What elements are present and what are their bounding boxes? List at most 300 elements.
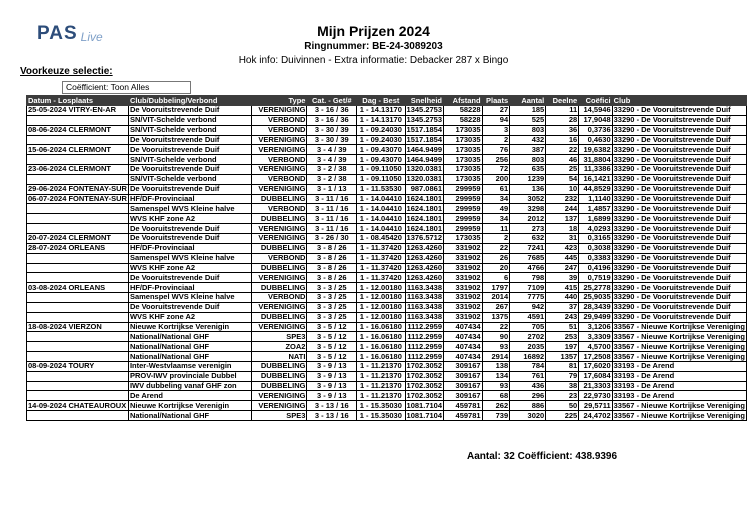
cell-dag: 1 - 11.37420: [357, 253, 405, 263]
cell-cat: 3 - 30 / 39: [307, 125, 357, 135]
cell-plaats: 22: [482, 322, 510, 332]
cell-club-dubbeling: De Vooruitstrevende Duif: [128, 165, 251, 175]
cell-plaats: 68: [482, 391, 510, 401]
cell-club: 33290 - De Vooruitstrevende Duif: [612, 125, 746, 135]
cell-type: VERBOND: [252, 253, 307, 263]
cell-snelheid: 1112.2959: [405, 352, 443, 362]
cell-type: DUBBELING: [252, 263, 307, 273]
cell-datum: [27, 174, 129, 184]
cell-afstand: 407434: [444, 332, 483, 342]
cell-afstand: 331902: [444, 312, 483, 322]
col-header-club[interactable]: Club: [612, 96, 746, 106]
cell-coefici: 25,9035: [579, 293, 612, 303]
cell-type: VERBOND: [252, 174, 307, 184]
cell-type: VERENIGING: [252, 233, 307, 243]
cell-plaats: 27: [482, 106, 510, 116]
table-row: [27, 411, 747, 421]
cell-aantal: 525: [510, 115, 546, 125]
cell-plaats: 94: [482, 115, 510, 125]
cell-snelheid: 1702.3052: [406, 381, 442, 391]
cell-snelheid: 1263.4260: [406, 243, 442, 253]
cell-deelne: 243: [546, 312, 579, 322]
cell-coefici: 28,3439: [579, 302, 612, 312]
cell-aantal: 798: [510, 273, 546, 283]
cell-afstand: 309167: [444, 391, 483, 401]
cell-dag: 1 - 14.04410: [357, 224, 405, 234]
cell-club: 33567 - Nieuwe Kortrijkse Vereniging: [613, 331, 745, 341]
table-row: [27, 115, 747, 125]
cell-snelheid: 1624.1801: [406, 194, 442, 204]
cell-dag: 1 - 11.21370: [357, 381, 405, 391]
cell-cat: 3 - 16 / 36: [307, 115, 357, 125]
cell-coefici: 1,4857: [579, 204, 612, 214]
cell-club: 33290 - De Vooruitstrevende Duif: [612, 253, 746, 263]
cell-deelne: 232: [546, 194, 579, 204]
cell-deelne: 1357: [546, 352, 579, 362]
cell-plaats: 26: [482, 253, 510, 263]
cell-club-dubbeling: Samenspel WVS Kleine halve: [128, 204, 251, 214]
cell-afstand: 173035: [444, 233, 483, 243]
cell-coefici: 1,6899: [579, 214, 612, 224]
cell-deelne: 445: [546, 253, 579, 263]
table-row: [27, 194, 747, 204]
cell-datum: 29-06-2024 FONTENAY-SUR: [28, 184, 127, 194]
cell-club-dubbeling: De Vooruitstrevende Duif: [128, 145, 251, 155]
col-header-club-dubbeling[interactable]: Club/Dubbeling/Verbond: [128, 96, 251, 106]
cell-club: 33567 - Nieuwe Kortrijkse Vereniging: [613, 410, 745, 420]
cell-type: VERENIGING: [252, 145, 307, 155]
cell-type: SPE3: [252, 411, 307, 421]
cell-cat: 3 - 8 / 26: [307, 253, 357, 263]
cell-snelheid: 1163.3438: [406, 312, 442, 322]
cell-club-dubbeling: De Vooruitstrevende Duif: [128, 224, 251, 234]
cell-datum: [27, 214, 129, 224]
cell-snelheid: 1112.2959: [405, 322, 443, 332]
cell-type: DUBBELING: [252, 371, 307, 381]
cell-aantal: 3052: [510, 194, 546, 204]
cell-afstand: 299959: [444, 214, 483, 224]
hok-info: Hok info: Duivinnen - Extra informatie: Debacker 287 x Bingo: [238, 55, 509, 66]
cell-club: 33290 - De Vooruitstrevende Duif: [612, 273, 746, 283]
table-row: [27, 293, 747, 303]
cell-aantal: 16892: [510, 352, 546, 362]
cell-type: VERENIGING: [252, 224, 307, 234]
cell-snelheid: 1345.2753: [406, 115, 442, 125]
cell-deelne: 39: [546, 273, 579, 283]
cell-cat: 3 - 5 / 12: [307, 322, 357, 332]
cell-coefici: 3,3309: [579, 332, 612, 342]
cell-afstand: 173035: [444, 174, 483, 184]
cell-club: 33290 - De Vooruitstrevende Duif: [612, 214, 746, 224]
cell-type: DUBBELING: [252, 283, 307, 293]
cell-club-dubbeling: PROV-IWV provinciale Dubbel: [128, 371, 251, 381]
cell-dag: 1 - 11.37420: [357, 263, 405, 273]
cell-afstand: 173035: [444, 155, 483, 165]
cell-snelheid: 1624.1801: [406, 213, 442, 223]
cell-afstand: 407434: [444, 342, 483, 352]
cell-dag: 1 - 11.53530: [357, 184, 405, 194]
cell-cat: 3 - 3 / 25: [307, 283, 357, 293]
cell-club-dubbeling: WVS KHF zone A2: [128, 263, 251, 273]
cell-club: 33290 - De Vooruitstrevende Duif: [612, 145, 746, 155]
cell-coefici: 0,3383: [579, 253, 612, 263]
cell-dag: 1 - 09.24030: [357, 135, 405, 145]
col-header-datum[interactable]: Datum - Losplaats: [27, 96, 129, 106]
cell-club: 33290 - De Vooruitstrevende Duif: [612, 283, 746, 293]
cell-club-dubbeling: Samenspel WVS Kleine halve: [128, 293, 251, 303]
cell-snelheid: 1345.2753: [406, 105, 442, 115]
cell-cat: 3 - 11 / 16: [307, 214, 357, 224]
cell-type: VERENIGING: [252, 391, 307, 401]
cell-afstand: 173035: [444, 135, 483, 145]
cell-afstand: 173035: [444, 145, 483, 155]
cell-deelne: 16: [546, 135, 579, 145]
cell-type: VERENIGING: [252, 401, 307, 411]
cell-afstand: 309167: [444, 361, 483, 371]
col-header-snelheid[interactable]: Snelheid: [405, 96, 443, 106]
col-header-cat[interactable]: Cat. - Get/#: [307, 96, 357, 106]
cell-type: VERBOND: [252, 125, 307, 135]
cell-aantal: 942: [510, 302, 546, 312]
cell-aantal: 3020: [510, 411, 546, 421]
cell-club-dubbeling: SN/VIT-Schelde verbond: [128, 125, 251, 135]
cell-datum: 08-09-2024 TOURY: [27, 361, 129, 371]
cell-aantal: 761: [510, 371, 546, 381]
cell-dag: 1 - 09.43070: [357, 145, 405, 155]
cell-type: VERBOND: [252, 204, 307, 214]
cell-aantal: 3298: [510, 204, 546, 214]
cell-plaats: 134: [482, 371, 510, 381]
cell-plaats: 34: [482, 194, 510, 204]
cell-club-dubbeling: De Vooruitstrevende Duif: [128, 233, 251, 243]
cell-snelheid: 1376.5712: [406, 233, 442, 243]
cell-deelne: 23: [546, 391, 579, 401]
cell-snelheid: 1081.7104: [406, 410, 442, 420]
cell-cat: 3 - 8 / 26: [307, 243, 357, 253]
cell-coefici: 25,2778: [579, 283, 612, 293]
cell-type: VERENIGING: [252, 106, 307, 116]
cell-deelne: 415: [546, 283, 579, 293]
cell-afstand: 331902: [444, 283, 483, 293]
cell-deelne: 36: [546, 125, 579, 135]
cell-cat: 3 - 26 / 30: [307, 233, 357, 243]
cell-snelheid: 1464.9499: [406, 154, 442, 164]
cell-aantal: 4591: [510, 312, 546, 322]
cell-aantal: 635: [510, 165, 546, 175]
cell-datum: 15-06-2024 CLERMONT: [27, 145, 129, 155]
cell-dag: 1 - 12.00180: [357, 283, 405, 293]
cell-deelne: 423: [546, 243, 579, 253]
cell-aantal: 296: [510, 391, 546, 401]
cell-coefici: 44,8529: [579, 184, 612, 194]
cell-club-dubbeling: SN/VIT-Schelde verbond: [128, 115, 251, 125]
cell-coefici: 24,4702: [579, 411, 612, 421]
cell-snelheid: 1702.3052: [406, 371, 442, 381]
cell-type: ZOA2: [252, 342, 307, 352]
cell-datum: 06-07-2024 FONTENAY-SUR: [28, 194, 127, 204]
col-header-afstand[interactable]: Afstand: [444, 96, 483, 106]
cell-aantal: 2012: [510, 214, 546, 224]
cell-plaats: 76: [482, 145, 510, 155]
cell-plaats: 20: [482, 263, 510, 273]
cell-deelne: 37: [546, 302, 579, 312]
cell-plaats: 267: [482, 302, 510, 312]
page-title: Mijn Prijzen 2024: [317, 23, 430, 39]
cell-coefici: 11,3386: [579, 165, 612, 175]
cell-type: VERENIGING: [252, 302, 307, 312]
cell-aantal: 185: [510, 106, 546, 116]
table-row: [27, 253, 747, 263]
cell-dag: 1 - 08.45420: [357, 233, 405, 243]
cell-coefici: 0,3165: [579, 233, 612, 243]
cell-snelheid: 1163.3438: [406, 292, 442, 302]
cell-club: 33290 - De Vooruitstrevende Duif: [612, 293, 746, 303]
cell-club-dubbeling: National/National GHF: [128, 411, 251, 421]
cell-aantal: 2035: [510, 342, 546, 352]
cell-coefici: 19,6382: [579, 145, 612, 155]
cell-club: 33290 - De Vooruitstrevende Duif: [612, 115, 746, 125]
cell-plaats: 90: [482, 332, 510, 342]
cell-dag: 1 - 12.00180: [357, 312, 405, 322]
cell-dag: 1 - 11.21370: [357, 361, 405, 371]
cell-cat: 3 - 11 / 16: [307, 194, 357, 204]
cell-club-dubbeling: SN/VIT-Schelde verbond: [128, 155, 251, 165]
cell-aantal: 2702: [510, 332, 546, 342]
cell-cat: 3 - 5 / 12: [307, 352, 357, 362]
cell-dag: 1 - 15.35030: [357, 411, 405, 421]
table-row: [27, 233, 747, 243]
col-header-type[interactable]: Type: [252, 96, 307, 106]
cell-coefici: 0,4630: [579, 135, 612, 145]
cell-type: VERENIGING: [252, 165, 307, 175]
cell-club-dubbeling: SN/VIT-Schelde verbond: [128, 174, 251, 184]
cell-plaats: 1797: [482, 283, 510, 293]
cell-cat: 3 - 2 / 38: [307, 165, 357, 175]
cell-club: 33290 - De Vooruitstrevende Duif: [612, 174, 746, 184]
table-row: [27, 391, 747, 401]
cell-plaats: 11: [482, 224, 510, 234]
col-header-coefici[interactable]: Coëfici: [579, 96, 612, 106]
cell-cat: 3 - 11 / 16: [307, 204, 357, 214]
cell-datum: [27, 293, 129, 303]
cell-aantal: 803: [510, 125, 546, 135]
cell-afstand: 58228: [444, 115, 483, 125]
cell-cat: 3 - 4 / 39: [307, 145, 357, 155]
cell-club: 33290 - De Vooruitstrevende Duif: [612, 194, 746, 204]
cell-plaats: 3: [482, 125, 510, 135]
table-row: [27, 155, 747, 165]
cell-dag: 1 - 14.13170: [357, 115, 405, 125]
cell-deelne: 244: [546, 204, 579, 214]
cell-datum: 18-08-2024 VIERZON: [27, 322, 129, 332]
cell-plaats: 739: [482, 411, 510, 421]
table-row: [27, 283, 747, 293]
cell-datum: [27, 115, 129, 125]
cell-club-dubbeling: National/National GHF: [128, 352, 251, 362]
cell-dag: 1 - 09.24030: [357, 125, 405, 135]
cell-cat: 3 - 16 / 36: [307, 106, 357, 116]
cell-datum: [27, 312, 129, 322]
cell-type: VERENIGING: [252, 135, 307, 145]
cell-club: 33290 - De Vooruitstrevende Duif: [612, 106, 746, 116]
voorkeuze-label: Voorkeuze selectie:: [20, 66, 113, 77]
cell-club: 33193 - De Arend: [612, 371, 746, 381]
cell-plaats: 49: [482, 204, 510, 214]
cell-coefici: 17,2508: [579, 352, 612, 362]
cell-dag: 1 - 14.04410: [357, 204, 405, 214]
cell-dag: 1 - 09.43070: [357, 155, 405, 165]
cell-snelheid: 1112.2959: [405, 342, 443, 352]
cell-datum: [27, 135, 129, 145]
logo-main-text: PAS: [37, 23, 78, 44]
cell-snelheid: 1702.3052: [406, 361, 442, 371]
cell-afstand: 459781: [444, 411, 483, 421]
table-row: [27, 214, 747, 224]
cell-deelne: 440: [546, 293, 579, 303]
cell-dag: 1 - 11.21370: [357, 391, 405, 401]
col-header-dag[interactable]: Dag - Best: [357, 96, 405, 106]
cell-deelne: 10: [546, 184, 579, 194]
cell-datum: [27, 253, 129, 263]
table-row: [27, 106, 747, 116]
cell-cat: 3 - 9 / 13: [307, 361, 357, 371]
cell-cat: 3 - 4 / 39: [307, 155, 357, 165]
cell-datum: [27, 155, 129, 165]
cell-dag: 1 - 12.00180: [357, 302, 405, 312]
logo-sub-text: Live: [80, 30, 103, 44]
cell-cat: 3 - 13 / 16: [307, 411, 357, 421]
cell-datum: 28-07-2024 ORLEANS: [27, 243, 129, 253]
cell-snelheid: 987.0861: [405, 184, 443, 194]
cell-coefici: 1,1140: [579, 194, 612, 204]
cell-plaats: 6: [482, 273, 510, 283]
cell-datum: [27, 391, 129, 401]
cell-type: DUBBELING: [252, 214, 307, 224]
cell-snelheid: 1263.4260: [406, 272, 442, 282]
cell-dag: 1 - 15.35030: [357, 401, 405, 411]
cell-coefici: 14,5946: [579, 106, 612, 116]
table-row: [27, 371, 747, 381]
cell-afstand: 309167: [444, 381, 483, 391]
cell-afstand: 331902: [444, 273, 483, 283]
table-row: [27, 125, 747, 135]
col-header-deelne[interactable]: Deelne: [546, 96, 579, 106]
col-header-plaats[interactable]: Plaats: [482, 96, 510, 106]
cell-deelne: 11: [546, 106, 579, 116]
cell-deelne: 253: [546, 332, 579, 342]
cell-datum: 20-07-2024 CLERMONT: [27, 233, 129, 243]
cell-plaats: 262: [482, 401, 510, 411]
cell-coefici: 0,4196: [579, 263, 612, 273]
summary-total: Aantal: 32 Coëfficient: 438.9396: [467, 451, 618, 462]
cell-deelne: 137: [546, 214, 579, 224]
cell-club-dubbeling: IWV dubbeling vanaf GHF zon: [128, 381, 251, 391]
cell-datum: 08-06-2024 CLERMONT: [27, 125, 129, 135]
cell-dag: 1 - 14.13170: [357, 106, 405, 116]
table-row: [27, 184, 747, 194]
cell-club-dubbeling: De Vooruitstrevende Duif: [128, 273, 251, 283]
cell-club-dubbeling: HF/DF-Provinciaal: [128, 243, 251, 253]
table-row: [27, 135, 747, 145]
cell-deelne: 50: [546, 401, 579, 411]
cell-type: DUBBELING: [252, 312, 307, 322]
cell-aantal: 7109: [510, 283, 546, 293]
prize-table: [26, 95, 747, 421]
cell-datum: [27, 371, 129, 381]
cell-cat: 3 - 30 / 39: [307, 135, 357, 145]
cell-club: 33567 - Nieuwe Kortrijkse Vereniging: [613, 322, 745, 331]
cell-cat: 3 - 2 / 38: [307, 174, 357, 184]
cell-cat: 3 - 13 / 16: [307, 401, 357, 411]
cell-plaats: 34: [482, 214, 510, 224]
table-row: [27, 322, 747, 332]
table-row: [27, 263, 747, 273]
cell-type: SPE3: [252, 332, 307, 342]
cell-datum: [27, 224, 129, 234]
cell-afstand: 173035: [444, 165, 483, 175]
cell-type: NATI: [252, 352, 307, 362]
cell-aantal: 7775: [510, 293, 546, 303]
cell-deelne: 25: [546, 165, 579, 175]
cell-club: 33290 - De Vooruitstrevende Duif: [612, 302, 746, 312]
cell-datum: 03-08-2024 ORLEANS: [27, 283, 129, 293]
cell-aantal: 273: [510, 224, 546, 234]
table-row: [27, 224, 747, 234]
table-row: [27, 332, 747, 342]
cell-afstand: 173035: [444, 125, 483, 135]
cell-datum: [27, 263, 129, 273]
cell-datum: [27, 411, 129, 421]
cell-coefici: 0,7519: [579, 273, 612, 283]
cell-dag: 1 - 09.11050: [357, 174, 405, 184]
cell-club: 33193 - De Arend: [612, 391, 746, 401]
cell-deelne: 46: [546, 155, 579, 165]
cell-club: 33193 - De Arend: [612, 381, 746, 391]
cell-deelne: 22: [546, 145, 579, 155]
cell-aantal: 7241: [510, 243, 546, 253]
cell-type: VERENIGING: [252, 322, 307, 332]
cell-club-dubbeling: HF/DF-Provinciaal: [128, 194, 251, 204]
col-header-aantal[interactable]: Aantal: [510, 96, 546, 106]
cell-club-dubbeling: De Vooruitstrevende Duif: [128, 302, 251, 312]
cell-snelheid: 1624.1801: [406, 223, 442, 233]
coefficient-select[interactable]: Coëfficient: Toon Alles: [62, 81, 191, 94]
cell-snelheid: 1163.3438: [406, 282, 442, 292]
cell-cat: 3 - 3 / 25: [307, 302, 357, 312]
cell-deelne: 79: [546, 371, 579, 381]
table-row: [27, 352, 747, 362]
cell-club: 33290 - De Vooruitstrevende Duif: [612, 263, 746, 273]
cell-afstand: 331902: [444, 293, 483, 303]
cell-type: VERBOND: [252, 115, 307, 125]
cell-club: 33567 - Nieuwe Kortrijkse Vereniging: [613, 341, 745, 351]
cell-aantal: 632: [510, 233, 546, 243]
cell-coefici: 29,5711: [579, 401, 612, 411]
cell-afstand: 331902: [444, 253, 483, 263]
cell-plaats: 2914: [482, 352, 510, 362]
cell-snelheid: 1112.2959: [405, 332, 443, 342]
table-row: [27, 165, 747, 175]
cell-deelne: 18: [546, 224, 579, 234]
cell-plaats: 72: [482, 165, 510, 175]
cell-aantal: 886: [510, 401, 546, 411]
table-row: [27, 204, 747, 214]
cell-plaats: 256: [482, 155, 510, 165]
cell-plaats: 2: [482, 233, 510, 243]
table-row: [27, 312, 747, 322]
cell-cat: 3 - 5 / 12: [307, 332, 357, 342]
cell-aantal: 705: [510, 322, 546, 332]
